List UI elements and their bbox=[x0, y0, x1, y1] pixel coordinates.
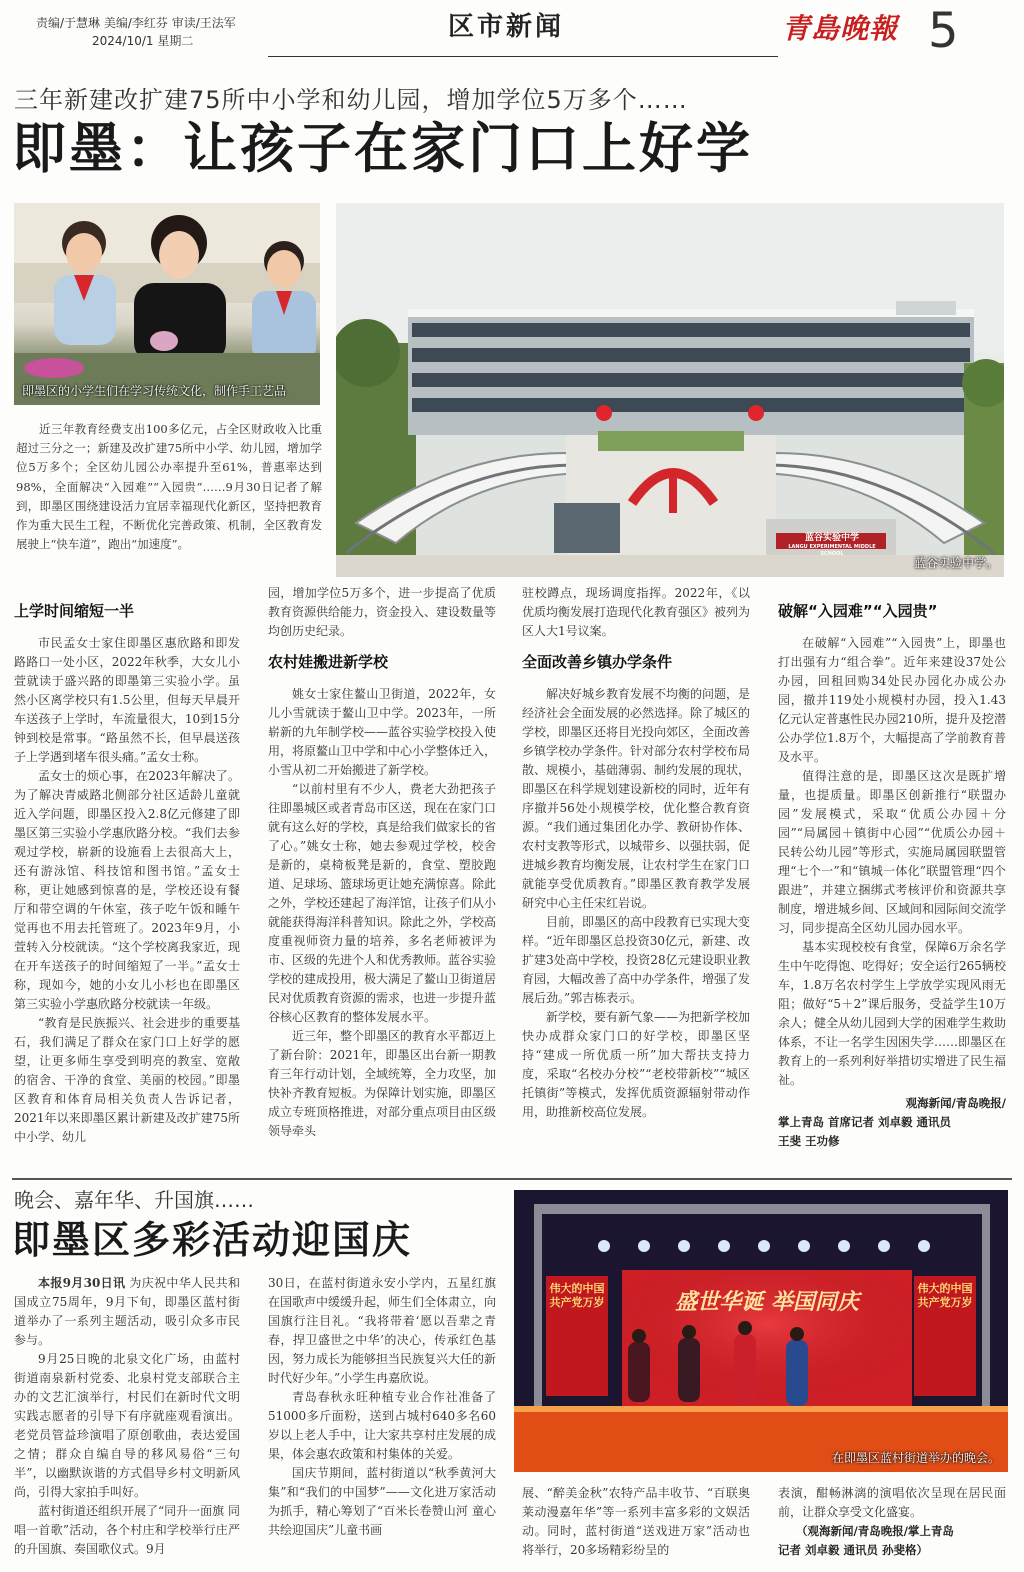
section-title: 区市新闻 bbox=[448, 12, 565, 42]
paragraph: 姚女士家住鳌山卫街道，2022年，女儿小雪就读于鳌山卫中学。2023年，一所崭新的九年制学校——蓝谷实验学校投入使用，将原鳌山卫中学和中心小学整体迁入，小雪从初二开始搬进了新学校。 bbox=[268, 687, 497, 777]
article-2-column-1 bbox=[14, 1274, 240, 1559]
paragraph: 市民孟女士家住即墨区惠欣路和即发路路口一处小区，2022年秋季，大女儿小萱就读于盛兴路的即墨第三实验小学。虽然小区离学校只有1.5公里，但每天早晨开车送孩子上学时，车流量很大，10到15分钟到校是常事。“路虽然不长，但早晨送孩子上学遇到堵车很头痛。”孟女士称。 bbox=[14, 636, 240, 764]
school-sign-cn: 蓝谷实验中学 bbox=[804, 533, 859, 543]
article-1-kicker: 三年新建改扩建75所中小学和幼儿园，增加学位5万多个…… bbox=[14, 86, 688, 114]
subhead-rural-new-school: 农村娃搬进新学校 bbox=[268, 653, 389, 671]
langu-school-photo bbox=[336, 203, 1004, 577]
credits bbox=[36, 14, 236, 50]
school-building-illustration bbox=[336, 203, 1004, 577]
paragraph: 值得注意的是，即墨区这次是既扩增量，也提质量。即墨区创新推行“联盟办园”发展模式，采取“优质公办园＋分园”“局属园＋镇街中心园”“优质公办园＋民转公幼儿园”等形式，实施局属园联盟管理“七个一”和“镇城一体化”联盟管理“四个跟进”，并建立捆绑式考核评价和资源共享制度，增进城乡间、区域间和园际间交流学习，同步提高全区幼儿园办园水平。 bbox=[778, 769, 1007, 935]
dateline: 本报9月30日讯 bbox=[38, 1276, 126, 1290]
stage-banner-left: 伟大的中国共产党万岁 bbox=[549, 1282, 605, 1309]
stage-banner-right: 伟大的中国共产党万岁 bbox=[917, 1282, 973, 1309]
paragraph: 蓝村街道还组织开展了“同升一面旗 同唱一首歌”活动，各个村庄和学校举行庄严的升国旗、奏国歌仪式。9月 bbox=[14, 1504, 240, 1556]
paragraph: 青岛春秋永旺种植专业合作社准备了51000多斤面粉，送到占城村640多名60岁以上老人手中，让大家共享村庄发展的成果，体会惠农政策和村集体的关爱。 bbox=[268, 1390, 497, 1461]
students-photo-caption: 即墨区的小学生们在学习传统文化，制作手工艺品 bbox=[22, 384, 287, 398]
article-2-byline-1: （观海新闻/青岛晚报/掌上青岛 bbox=[796, 1524, 954, 1538]
article-1-column-4 bbox=[778, 600, 1006, 1151]
students-crafts-illustration bbox=[14, 203, 320, 405]
gala-photo-caption: 在即墨区蓝村街道举办的晚会。 bbox=[831, 1451, 1000, 1465]
article-2-column-4 bbox=[778, 1484, 1006, 1560]
page-number: 5 bbox=[928, 3, 959, 59]
masthead bbox=[0, 0, 1024, 62]
article-1-byline-3: 王斐 王功修 bbox=[778, 1134, 840, 1148]
article-1-headline: 即墨：让孩子在家门口上好学 bbox=[12, 117, 753, 180]
paragraph: 目前，即墨区的高中段教育已实现大变样。“近年即墨区总投资30亿元，新建、改扩建3处高中学校，投资28亿元建设职业教育园，大幅改善了高中办学条件，增强了发展后劲。”郭吉栋表示。 bbox=[522, 915, 751, 1005]
paragraph: 9月25日晚的北泉文化广场，由蓝村街道南泉新村党委、北泉村党支部联合主办的文艺汇演举行，村民们在新时代文明实践志愿者的引导下有序就座观看演出。老党员管益珍演唱了原创歌曲，表达爱国之情；群众自编自导的移风易俗“三句半”，以幽默诙谐的方式倡导乡村文明新风尚，引得大家拍手叫好。 bbox=[14, 1352, 240, 1499]
paragraph: 孟女士的烦心事，在2023年解决了。为了解决青威路北侧部分社区适龄儿童就近入学问题，即墨区投入2.8亿元修建了即墨区第三实验小学惠欣路分校。“我们去参观过学校，崭新的设施看上去很高大上，还有游泳馆、科技馆和图书馆。”孟女士称，更让她感到惊喜的是，学校还设有餐厅和带空调的午休室，孩子吃午饭和睡午觉再也不用去托管班了。2023年9月，小萱转入分校就读。“这个学校离我家近，现在开车送孩子的时间缩短了一半。”孟女士称，现如今，她的小女儿小杉也在即墨区第三实验小学惠欣路分校就读一年级。 bbox=[14, 769, 240, 1011]
article-1-byline-2: 掌上青岛 首席记者 刘卓毅 通讯员 bbox=[778, 1115, 952, 1129]
stage-title: 盛世华诞 举国同庆 bbox=[675, 1289, 859, 1315]
article-2-byline-2: 记者 刘卓毅 通讯员 孙斐格） bbox=[778, 1543, 929, 1557]
paragraph-continued: 展、“醉美金秋”农特产品丰收节、“百联奥莱动漫嘉年华”等一系列丰富多彩的文娱活动。同时，蓝村街道“送戏进万家”活动也将举行，20多场精彩纷呈的 bbox=[522, 1486, 750, 1557]
paragraph-continued: 驻校蹲点，现场调度指挥。2022年，《以优质均衡发展打造现代化教育强区》被列为区人大1号议案。 bbox=[522, 586, 751, 638]
issue-date: 2024/10/1 星期二 bbox=[92, 34, 194, 48]
paragraph: 解决好城乡教育发展不均衡的问题，是经济社会全面发展的必然选择。除了城区的学校，即墨区还将目光投向郊区，全面改善乡镇学校办学条件。针对部分农村学校布局散、规模小，基础薄弱、制约发展的现状，即墨区在科学规划建设新校的同时，近年有序撤并56处小规模学校，优化整合教育资源。“我们通过集团化办学、教研协作体、农村支教等形式，以城带乡、以强扶弱，促进城乡教育均衡发展，让农村学生在家门口就能享受优质教育。”即墨区教育教学发展研究中心主任宋红岩说。 bbox=[522, 687, 751, 910]
paragraph: 新学校，要有新气象——为把新学校加快办成群众家门口的好学校，即墨区坚持“建成一所优质一所”加大帮扶支持力度，采取“名校办分校”“老校带新校”“城区托镇街”等模式，发挥优质资源辐射带动作用，助推新校高位发展。 bbox=[522, 1010, 751, 1119]
national-day-gala-photo bbox=[514, 1190, 1008, 1472]
lead-text: 为庆祝中华人民共和国成立75周年，9月下旬，即墨区蓝村街道举办了一系列主题活动，吸引众多市民参与。 bbox=[14, 1276, 240, 1347]
school-photo-caption: 蓝谷实验中学。 bbox=[913, 556, 998, 570]
newspaper-logo: 青島晚報 bbox=[782, 12, 899, 45]
credits-line-1: 责编/于慧琳 美编/李红芬 审读/王法军 bbox=[36, 16, 236, 30]
school-sign bbox=[776, 533, 888, 558]
article-1-column-2 bbox=[268, 584, 496, 1141]
school-sign-en: LANGU EXPERIMENTAL MIDDLE SCHOOL bbox=[788, 544, 876, 557]
article-2-kicker: 晚会、嘉年华、升国旗…… bbox=[14, 1188, 254, 1212]
article-divider bbox=[12, 1178, 1012, 1180]
paragraph-continued: 园，增加学位5万多个，进一步提高了优质教育资源供给能力，资金投入、建设数量等均创历史纪录。 bbox=[268, 586, 497, 638]
article-1-column-3 bbox=[522, 584, 750, 1122]
article-2-column-2 bbox=[268, 1274, 496, 1540]
article-1-lead: 近三年教育经费支出100多亿元，占全区财政收入比重超过三分之一；新建及改扩建75所中小学、幼儿园，增加学位5万多个；全区幼儿园公办率提升至61%，普惠率达到98%，全面解决“入园难”“入园贵”……9月30日记者了解到，即墨区围绕建设活力宜居幸福现代化新区，坚持把教育作为重大民生工程，不断优化完善政策、机制，全区教育发展驶上“快车道”，跑出“加速度”。 bbox=[16, 422, 322, 552]
article-2-headline: 即墨区多彩活动迎国庆 bbox=[12, 1218, 413, 1262]
lead-paragraph bbox=[14, 1274, 240, 1350]
students-crafts-photo bbox=[14, 203, 320, 405]
subhead-kindergarten: 破解“入园难”“入园贵” bbox=[778, 602, 938, 620]
article-2-column-3 bbox=[522, 1484, 750, 1560]
paragraph: 国庆节期间，蓝村街道以“秋季黄河大集”和“我们的中国梦”——文化进万家活动为抓手，精心筹划了“百米长卷赞山河 童心共绘迎国庆”儿童书画 bbox=[268, 1466, 496, 1537]
paragraph-continued: 30日，在蓝村街道永安小学内，五星红旗在国歌声中缓缓升起，师生们全体肃立，向国旗行注目礼。“我将带着‘愿以吾辈之青春，捍卫盛世之中华’的决心，传承红色基因，努力成长为能够担当民族复兴大任的新时代好少年。”小学生冉嘉欣说。 bbox=[268, 1276, 497, 1385]
stage-illustration bbox=[514, 1190, 1008, 1472]
paragraph: “教育是民族振兴、社会进步的重要基石，我们满足了群众在家门口上好学的愿望，让更多师生享受到明亮的教室、宽敞的宿舍、干净的食堂、美丽的校园。”即墨区教育和体育局相关负责人告诉记者，2021年以来即墨区累计新建及改扩建75所中小学、幼儿 bbox=[14, 1016, 240, 1144]
article-1-byline-1: 观海新闻/青岛晚报/ bbox=[905, 1096, 1006, 1110]
article-1-column-1 bbox=[14, 600, 240, 1147]
paragraph: “以前村里有不少人，费老大劲把孩子往即墨城区或者青岛市区送，现在在家门口就有这么好的学校，真是给我们做家长的省了心。”姚女士称，她去参观过学校，校舍是新的，桌椅板凳是新的，食堂、塑胶跑道、足球场、篮球场更让她充满惊喜。除此之外，学校还建起了海洋馆，让孩子们从小就能获得海洋科普知识。除此之外，学校高度重视师资力量的培养，多名老师被评为市、区级的先进个人和优秀教师。蓝谷实验学校的建成投用，极大满足了鳌山卫街道居民对优质教育资源的需求，也进一步提升蓝谷核心区教育的整体发展水平。 bbox=[268, 782, 497, 1024]
paragraph: 近三年，整个即墨区的教育水平都迈上了新台阶：2021年，即墨区出台新一期教育三年行动计划，全域统筹，全力攻坚，加快补齐教育短板。为保障计划实施，即墨区成立专班顶格推进，对部分重点项目由区级领导牵头 bbox=[268, 1029, 497, 1138]
paragraph: 基本实现校校有食堂，保障6万余名学生中午吃得饱、吃得好；安全运行265辆校车，1.8万名农村学生上学放学实现风雨无阻；做好“5＋2”课后服务，受益学生10万余人；健全从幼儿园到大学的困难学生救助体系，不让一名学生因困失学……即墨区在教育上的一系列利好举措切实增进了民生福祉。 bbox=[778, 940, 1007, 1087]
subhead-township-schools: 全面改善乡镇办学条件 bbox=[522, 653, 673, 671]
paragraph-continued: 表演，酣畅淋漓的演唱依次呈现在居民面前，让群众享受文化盛宴。 bbox=[778, 1486, 1006, 1519]
subhead-shorter-commute: 上学时间缩短一半 bbox=[14, 602, 135, 620]
header-rule bbox=[268, 56, 778, 57]
paragraph: 在破解“入园难”“入园贵”上，即墨也打出强有力“组合拳”。近年来建设37处公办园，回租回购34处民办园化办成公办园，撤并119处小规模村办园，投入1.43亿元认定普惠性民办园210所，提升及挖潜公办学位1.8万个，大幅提高了学前教育普及水平。 bbox=[778, 636, 1006, 764]
